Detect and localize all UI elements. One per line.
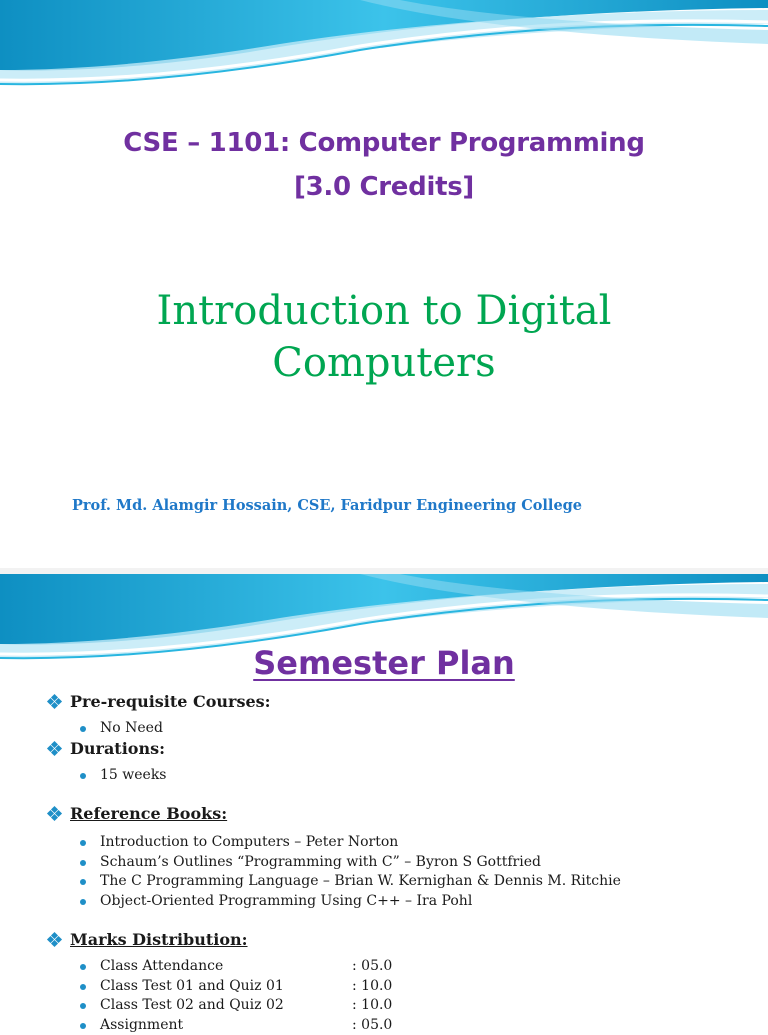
prerequisite-list (80, 719, 163, 739)
list-item (80, 957, 284, 977)
mark-item-value: : 10.0 (352, 977, 392, 997)
author-line: Prof. Md. Alamgir Hossain, CSE, Faridpur Engineering College (72, 497, 582, 514)
list-item (80, 977, 284, 997)
mark-item-name: Class Test 01 and Quiz 01 (100, 978, 284, 994)
list-item: Introduction to Computers – Peter Norton (80, 833, 621, 853)
section-durations (48, 739, 165, 758)
section-marks-distribution (48, 930, 248, 949)
mark-item-name: Class Test 02 and Quiz 02 (100, 997, 284, 1013)
course-credits: [3.0 Credits] (0, 172, 768, 202)
wave-banner-decoration (0, 0, 768, 110)
section-reference-books (48, 804, 227, 823)
semester-plan-heading: Semester Plan (0, 644, 768, 682)
list-item (80, 996, 284, 1016)
list-item: The C Programming Language – Brian W. Kernighan & Dennis M. Ritchie (80, 872, 621, 892)
mark-item-name: Assignment (100, 1017, 183, 1033)
lecture-title-line2: Computers (0, 337, 768, 389)
semester-plan-slide (0, 574, 768, 1024)
section-label: Marks Distribution: (70, 930, 248, 949)
diamond-bullet-icon (48, 933, 62, 947)
diamond-bullet-icon (48, 695, 62, 709)
diamond-bullet-icon (48, 742, 62, 756)
mark-item-name: Class Attendance (100, 958, 223, 974)
course-title: CSE – 1101: Computer Programming (0, 128, 768, 158)
section-label: Reference Books: (70, 804, 227, 823)
mark-item-value: : 10.0 (352, 996, 392, 1016)
durations-list (80, 766, 167, 786)
list-item: Object-Oriented Programming Using C++ – Ira Pohl (80, 892, 621, 912)
section-prerequisite (48, 692, 271, 711)
lecture-title (0, 285, 768, 389)
list-item: 15 weeks (80, 766, 167, 786)
mark-item-value: : 05.0 (352, 957, 392, 977)
list-item (80, 1016, 284, 1035)
lecture-title-line1: Introduction to Digital (0, 285, 768, 337)
marks-distribution-list (80, 957, 284, 1035)
list-item: No Need (80, 719, 163, 739)
mark-item-value: : 05.0 (352, 1016, 392, 1035)
section-label: Pre-requisite Courses: (70, 692, 271, 711)
diamond-bullet-icon (48, 807, 62, 821)
section-label: Durations: (70, 739, 165, 758)
reference-books-list (80, 833, 621, 911)
list-item: Schaum’s Outlines “Programming with C” – Byron S Gottfried (80, 853, 621, 873)
